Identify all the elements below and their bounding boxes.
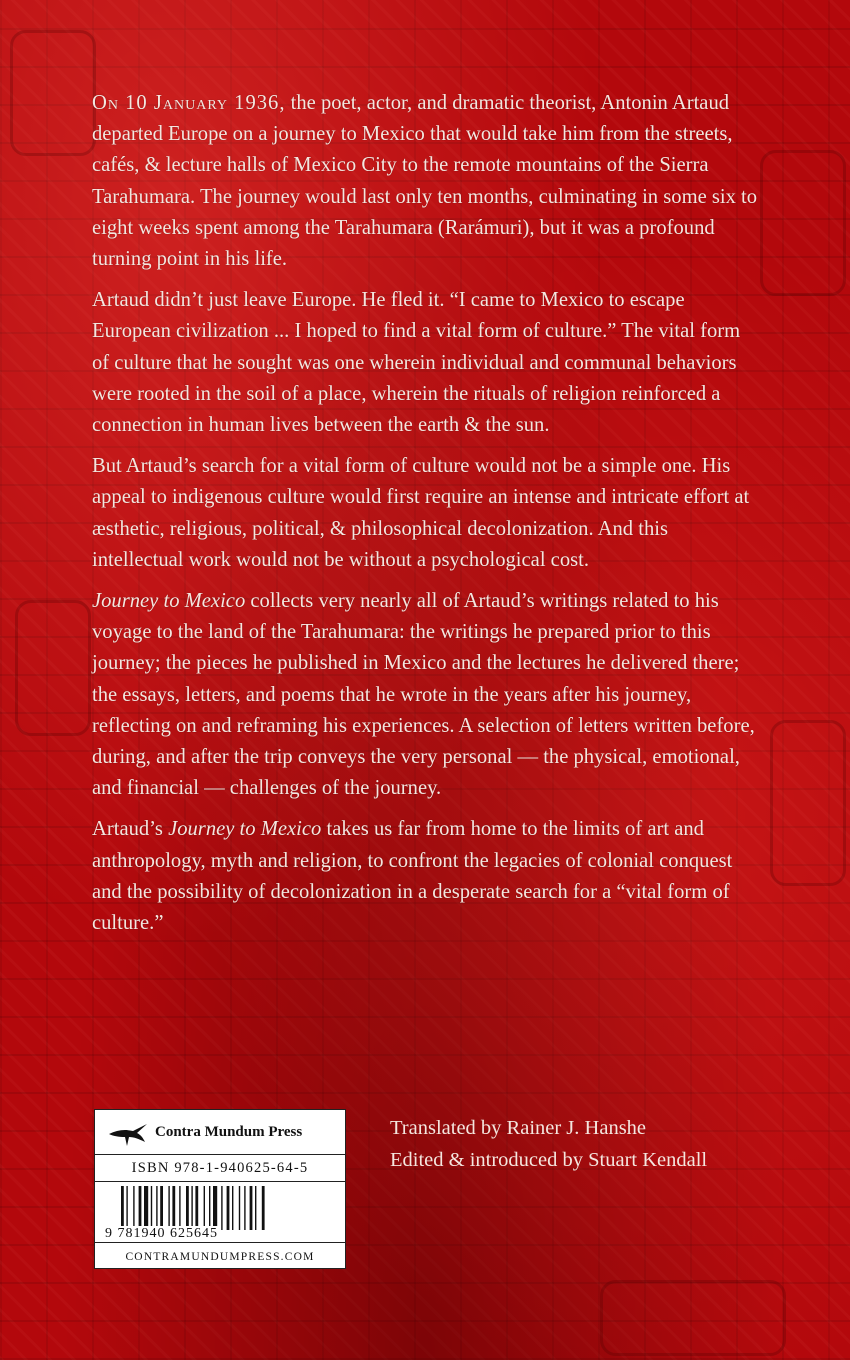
blurb-paragraph-4: Journey to Mexico collects very nearly all of Artaud’s writings related to his voyage to the land of the Tarahumara: the writings he prepared prior to this journey; the pieces he published in Mexico and the lectures he delivered there; the essays, letters, and poems that he wrote in the years after his journey, reflecting on and reframing his experiences. A selection of letters written before, during, and after the trip conveys the very personal — the physical, emotional, and financial — challenges of the journey. xyxy=(92,590,755,800)
blurb-paragraph-1: On 10 January 1936, the poet, actor, and dramatic theorist, Antonin Artaud departed Europe on a journey to Mexico that would take him from the streets, cafés, & lecture halls of Mexico City to the remote mountains of the Sierra Tarahumara. The journey would last only ten months, culminating in some six to eight weeks spent among the Tarahumara (Rarámuri), but it was a profound turning point in his life. xyxy=(92,92,758,271)
background-glyph-carving xyxy=(15,600,91,736)
blurb-paragraph-5: Artaud’s Journey to Mexico takes us far from home to the limits of art and anthropology, myth and religion, to confront the legacies of colonial conquest and the possibility of decolonization in a desperate search for a “vital form of culture.” xyxy=(92,818,733,935)
barcode xyxy=(95,1182,345,1243)
background-glyph-carving xyxy=(760,150,846,296)
publisher-logo-icon xyxy=(107,1116,151,1148)
book-title: Journey to Mexico xyxy=(92,590,246,613)
barcode-bars-icon xyxy=(121,1186,321,1230)
background-glyph-carving xyxy=(10,30,96,156)
publisher-website: CONTRAMUNDUMPRESS.COM xyxy=(125,1251,315,1263)
blurb-paragraph-3: But Artaud’s search for a vital form of culture would not be a simple one. His appeal to indigenous culture would first require an intense and intricate effort at æsthetic, religious, political, & philosophical decolonization. And this intellectual work would not be without a psychological cost. xyxy=(92,455,750,571)
editor-credit: Edited & introduced by Stuart Kendall xyxy=(390,1149,708,1171)
back-cover-blurb xyxy=(92,88,762,949)
translator-credit: Translated by Rainer J. Hanshe xyxy=(390,1117,647,1139)
background-glyph-carving xyxy=(770,720,846,886)
publisher-name: Contra Mundum Press xyxy=(155,1123,303,1140)
book-title: Journey to Mexico xyxy=(168,818,322,841)
barcode-digits: 9 781940 625645 xyxy=(105,1226,218,1241)
isbn-barcode-box xyxy=(94,1109,346,1269)
credits xyxy=(390,1112,707,1176)
blurb-paragraph-2: Artaud didn’t just leave Europe. He fled it. “I came to Mexico to escape European civilization ... I hoped to find a vital form of culture.” The vital form of culture that he sought was one wherein individual and communal behaviors were rooted in the soil of a place, wherein the rituals of religion reinforced a connection in human lives between the earth & the sun. xyxy=(92,289,741,437)
background-glyph-carving xyxy=(600,1280,786,1356)
isbn-number: ISBN 978-1-940625-64-5 xyxy=(95,1155,345,1182)
publisher-row xyxy=(95,1110,345,1155)
blurb-lead-in: On 10 January 1936, xyxy=(92,92,286,114)
